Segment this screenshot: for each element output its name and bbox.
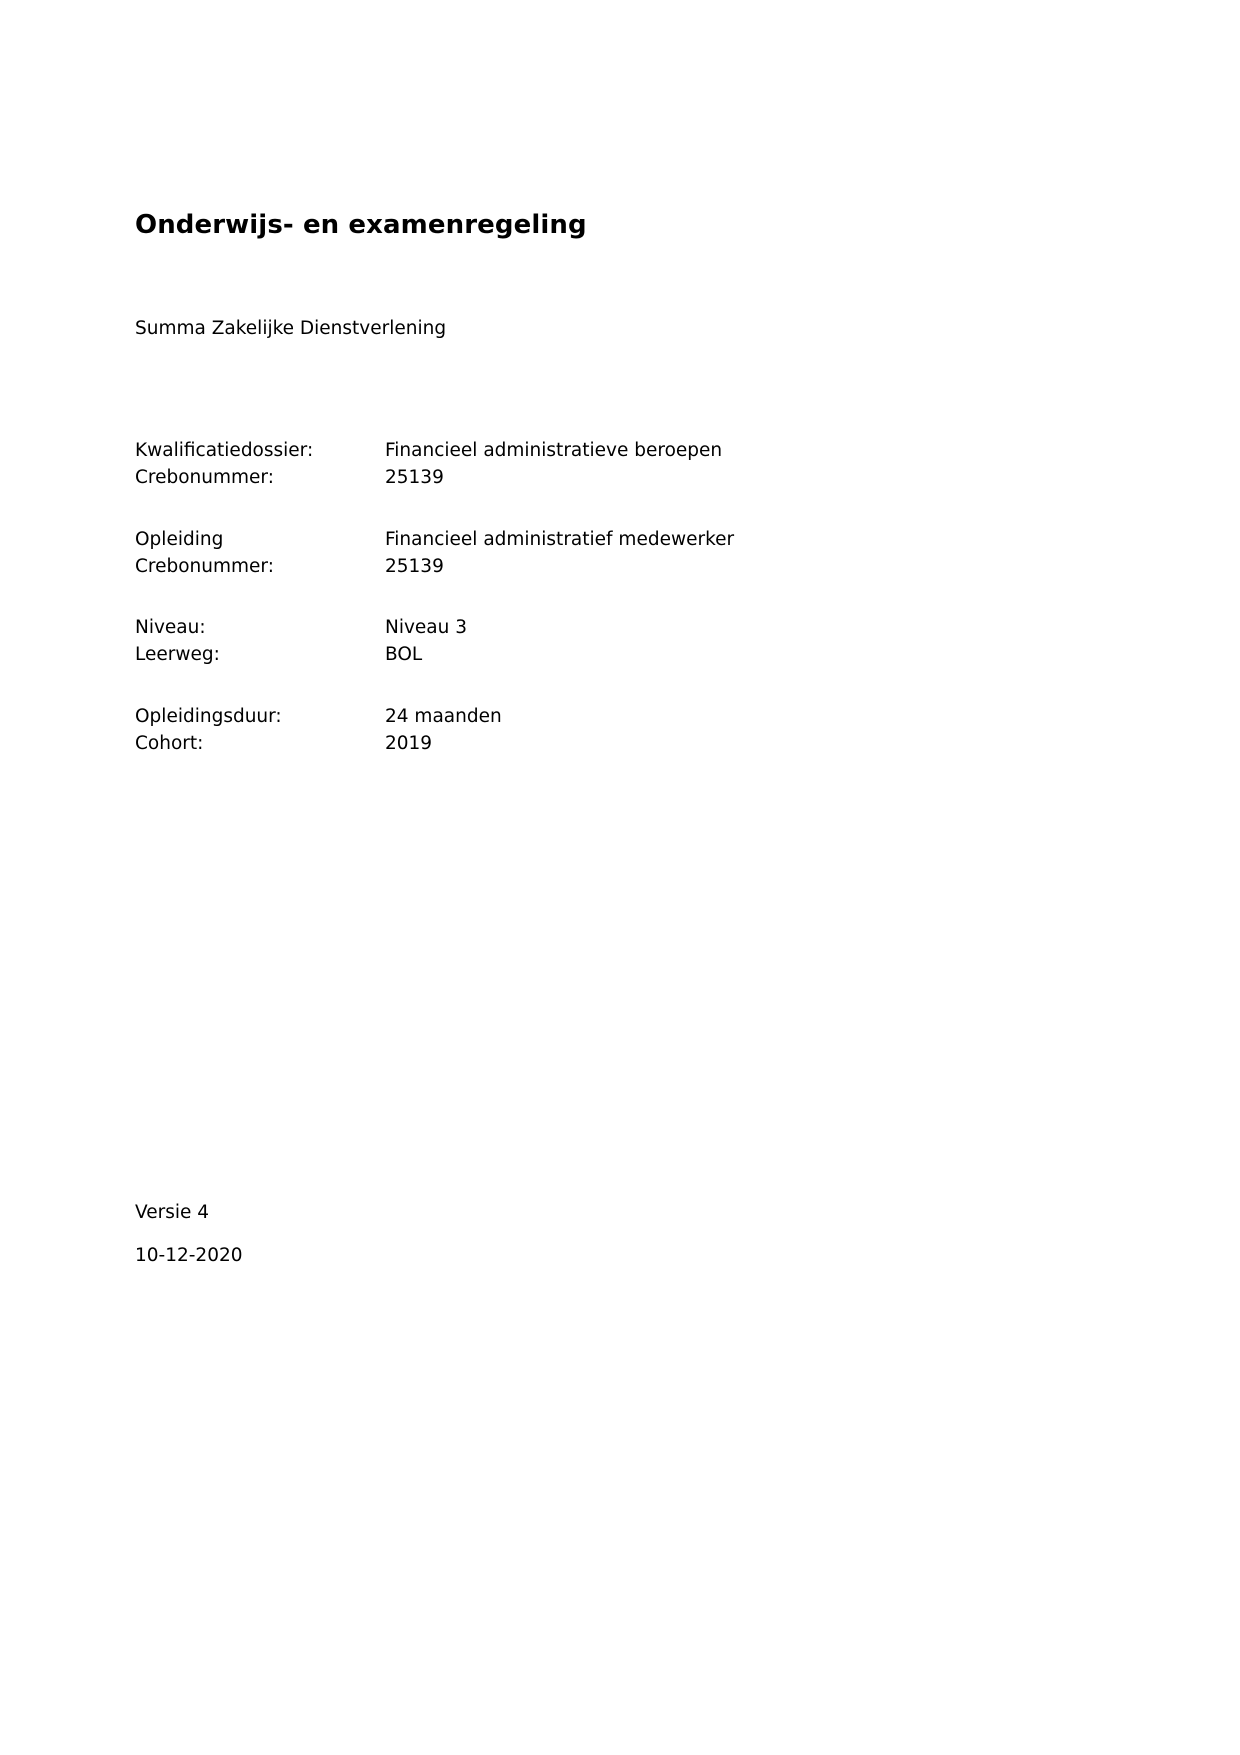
info-value: BOL: [385, 643, 423, 665]
info-row: [135, 465, 722, 492]
info-value: Financieel administratieve beroepen: [385, 440, 723, 461]
info-label: Crebonummer:: [135, 555, 274, 577]
info-label: Cohort:: [135, 732, 204, 754]
info-row: [135, 527, 734, 554]
info-row: [135, 438, 722, 465]
info-row: [135, 704, 502, 731]
info-label: Opleidingsduur:: [135, 706, 282, 727]
info-value: 25139: [385, 555, 444, 577]
document-version: Versie 4: [135, 1202, 210, 1223]
info-block-duration: [135, 704, 502, 757]
page-title: Onderwijs- en examenregeling: [135, 210, 587, 241]
info-row: [135, 554, 734, 581]
info-value: 24 maanden: [385, 706, 502, 727]
document-date: 10-12-2020: [135, 1245, 243, 1266]
info-row: [135, 731, 502, 758]
info-block-program: [135, 527, 734, 580]
info-label: Kwalificatiedossier:: [135, 440, 314, 461]
info-value: Niveau 3: [385, 617, 468, 638]
info-value: 2019: [385, 732, 433, 754]
info-label: Niveau:: [135, 617, 206, 638]
document-subtitle: Summa Zakelijke Dienstverlening: [135, 318, 447, 339]
info-value: Financieel administratief medewerker: [385, 529, 735, 550]
info-block-qualification: [135, 438, 722, 491]
info-row: [135, 615, 467, 642]
info-label: Crebonummer:: [135, 466, 274, 488]
info-label: Leerweg:: [135, 643, 220, 665]
info-value: 25139: [385, 466, 444, 488]
info-block-level: [135, 615, 467, 668]
info-label: Opleiding: [135, 529, 224, 550]
info-row: [135, 642, 467, 669]
